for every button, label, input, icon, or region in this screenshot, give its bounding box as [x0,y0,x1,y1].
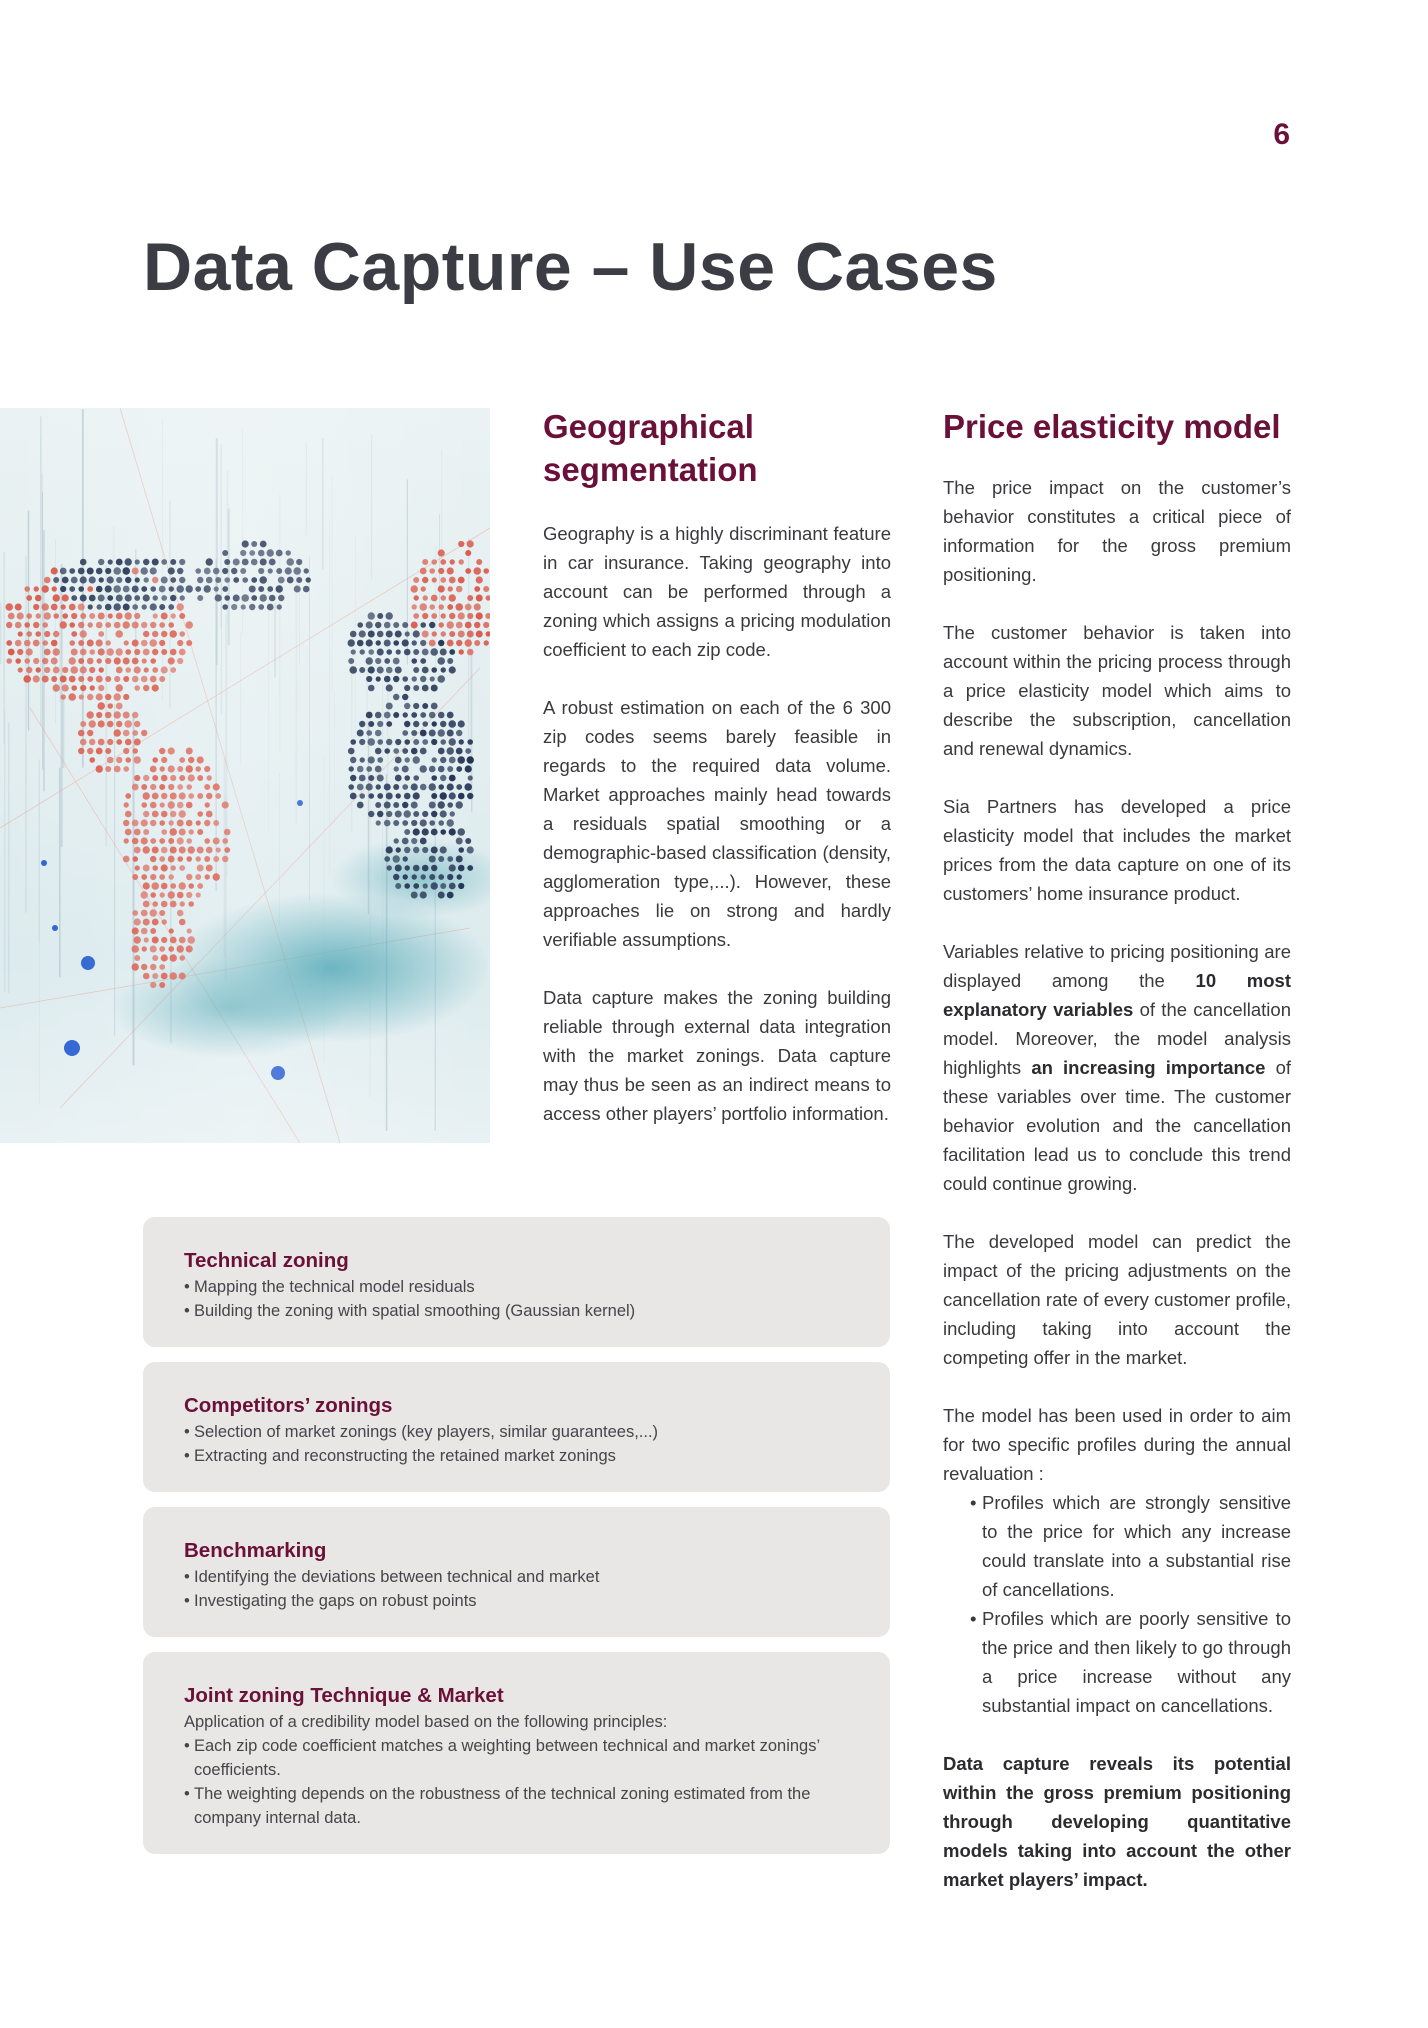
list-item: • Selection of market zonings (key players, similar guarantees,...) [184,1420,850,1444]
page-title: Data Capture – Use Cases [143,229,998,305]
list-item: • Profiles which are poorly sensitive to the price and then likely to go through a price increase without any substantial impact on cancellations. [970,1604,1291,1720]
box-list [184,1734,850,1830]
geo-paragraph: A robust estimation on each of the 6 300 zip codes seems barely feasible in regards to the required data volume. Market approaches mainly head towards a residuals spatial smoothing or a demographic-based classification (density, agglomeration type,...). However, these approaches lie on strong and hardly verifiable assumptions. [543,697,891,950]
competitors-zonings-box [143,1362,890,1492]
box-intro: Application of a credibility model based on the following principles: [184,1713,668,1731]
geographical-segmentation-heading: Geographical segmentation [543,408,758,488]
box-list [184,1565,850,1613]
box-title: Benchmarking [184,1539,327,1562]
geo-paragraph: Data capture makes the zoning building reliable through external data integration with the market zonings. Data capture may thus be seen as an indirect means to access other players’ portfolio information. [543,987,891,1124]
list-item: • Each zip code coefficient matches a weighting between technical and market zonings’ coefficients. [184,1734,850,1782]
price-paragraph: The price impact on the customer’s behavior constitutes a critical piece of information for the gross premium positioning. [943,477,1291,585]
price-paragraph [943,937,1291,1198]
list-item: • Identifying the deviations between technical and market [184,1565,850,1589]
page-number: 6 [1273,118,1290,151]
geo-paragraph: Geography is a highly discriminant feature in car insurance. Taking geography into account can be performed through a zoning which assigns a pricing modulation coefficient to each zip code. [543,523,891,660]
dotted-world-map-image [0,408,490,1143]
list-item: • The weighting depends on the robustness of the technical zoning estimated from the company internal data. [184,1782,850,1830]
box-title: Joint zoning Technique & Market [184,1684,504,1707]
price-elasticity-heading: Price elasticity model [943,408,1281,445]
joint-zoning-box [143,1652,890,1854]
price-paragraph: Sia Partners has developed a price elasticity model that includes the market prices from the data capture on one of its customers’ home insurance product. [943,796,1291,904]
box-list [184,1420,850,1468]
text-run: of these variables over time. The customer behavior evolution and the cancellation facilitation lead us to conclude this trend could continue growing. [943,1057,1292,1194]
price-paragraph: The model has been used in order to aim for two specific profiles during the annual revaluation : [943,1405,1291,1484]
box-list [184,1275,850,1323]
text-run: Variables relative to pricing positioning are displayed among the [943,941,1291,991]
list-item: • Profiles which are strongly sensitive to the price for which any increase could translate into a substantial rise of cancellations. [970,1488,1291,1604]
list-item: • Extracting and reconstructing the retained market zonings [184,1444,850,1468]
price-paragraph: The developed model can predict the impact of the pricing adjustments on the cancellation rate of every customer profile, including taking into account the competing offer in the market. [943,1231,1291,1368]
box-title: Technical zoning [184,1249,349,1272]
bold-text: 10 most explanatory variables [943,970,1291,1020]
price-paragraph: The customer behavior is taken into account within the pricing process through a price elasticity model which aims to describe the subscription, cancellation and renewal dynamics. [943,622,1291,759]
list-item: • Building the zoning with spatial smoothing (Gaussian kernel) [184,1299,850,1323]
text-run: of the cancellation model. Moreover, the model analysis highlights [943,999,1291,1078]
box-title: Competitors’ zonings [184,1394,393,1417]
geographical-segmentation-column [543,405,891,1157]
list-item: • Mapping the technical model residuals [184,1275,850,1299]
technical-zoning-box [143,1217,890,1347]
price-elasticity-column [943,405,1291,1923]
bold-text: Data capture reveals its potential within the gross premium positioning through developing quantitative models taking into account the other market players’ impact. [943,1753,1291,1890]
profile-list [970,1488,1291,1720]
benchmarking-box [143,1507,890,1637]
price-conclusion [943,1749,1291,1894]
bold-text: an increasing importance [1031,1057,1266,1078]
list-item: • Investigating the gaps on robust points [184,1589,850,1613]
